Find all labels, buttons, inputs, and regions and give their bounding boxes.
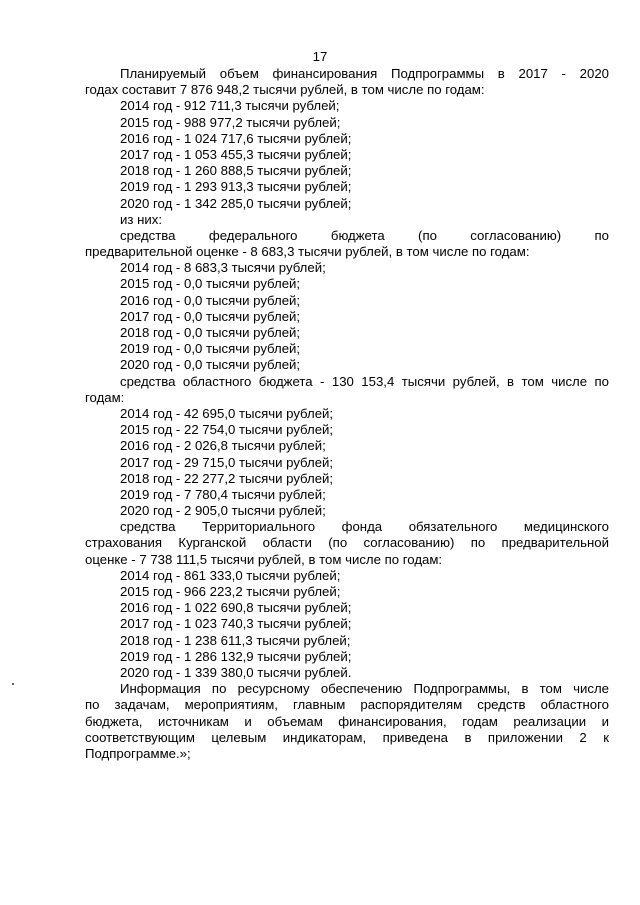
text-line: соответствующим целевым индикаторам, приведена в приложении 2 к — [85, 729, 609, 745]
text-line: бюджета, источникам и объемам финансирования, годам реализации и — [85, 713, 609, 729]
text-line: 2014 год - 42 695,0 тысячи рублей; — [120, 405, 334, 421]
text-line: 2018 год - 1 260 888,5 тысячи рублей; — [120, 163, 352, 179]
text-line: 2014 год - 912 711,3 тысячи рублей; — [120, 98, 340, 114]
text-line: 2014 год - 8 683,3 тысячи рублей; — [120, 260, 326, 276]
scan-speck — [12, 683, 14, 685]
text-line: 2019 год - 7 780,4 тысячи рублей; — [120, 486, 326, 502]
text-line: 2017 год - 0,0 тысячи рублей; — [120, 308, 301, 324]
text-line: годам: — [85, 389, 125, 405]
text-line: 2015 год - 966 223,2 тысячи рублей; — [120, 584, 341, 599]
text-line: 2016 год - 0,0 тысячи рублей; — [120, 292, 301, 308]
text-line: 2020 год - 1 339 380,0 тысячи рублей. — [120, 664, 352, 680]
text-line: предварительной оценке - 8 683,3 тысячи рублей, в том числе по годам: — [85, 244, 530, 260]
text-line: 2020 год - 1 342 285,0 тысячи рублей; — [120, 195, 352, 211]
text-line: Планируемый объем финансирования Подпрограммы в 2017 - 2020 — [120, 66, 609, 81]
text-line: 2016 год - 1 022 690,8 тысячи рублей; — [120, 600, 352, 616]
text-line: 2019 год - 1 293 913,3 тысячи рублей; — [120, 179, 352, 195]
text-line: из них: — [120, 211, 162, 227]
text-line: средства федерального бюджета (по согласованию) по — [120, 227, 609, 243]
text-line: 2018 год - 0,0 тысячи рублей; — [120, 325, 301, 340]
text-line: 2020 год - 2 905,0 тысячи рублей; — [120, 503, 326, 519]
text-line: 2017 год - 1 023 740,3 тысячи рублей; — [120, 616, 352, 632]
text-line: 2017 год - 1 053 455,3 тысячи рублей; — [120, 146, 352, 162]
text-line: средства Территориального фонда обязательного медицинского — [120, 519, 609, 535]
text-line: 2019 год - 0,0 тысячи рублей; — [120, 341, 301, 357]
document-body — [85, 66, 609, 762]
text-line: страхования Курганской области (по согласованию) по предварительной — [85, 535, 609, 551]
text-line: оценке - 7 738 111,5 тысячи рублей, в том числе по годам: — [85, 551, 443, 567]
text-line: средства областного бюджета - 130 153,4 тысячи рублей, в том числе по — [120, 373, 609, 389]
text-line: 2019 год - 1 286 132,9 тысячи рублей; — [120, 648, 352, 664]
text-line: 2017 год - 29 715,0 тысячи рублей; — [120, 454, 334, 470]
text-line: 2015 год - 22 754,0 тысячи рублей; — [120, 422, 334, 438]
text-line: 2016 год - 1 024 717,6 тысячи рублей; — [120, 130, 352, 146]
text-line: по задачам, мероприятиям, главным распорядителям средств областного — [85, 697, 609, 713]
text-line: 2018 год - 1 238 611,3 тысячи рублей; — [120, 632, 351, 648]
text-line: 2015 год - 988 977,2 тысячи рублей; — [120, 114, 341, 130]
text-line: 2020 год - 0,0 тысячи рублей; — [120, 357, 301, 373]
text-line: Информация по ресурсному обеспечению Подпрограммы, в том числе — [120, 681, 609, 697]
text-line: годах составит 7 876 948,2 тысячи рублей, в том числе по годам: — [85, 82, 485, 98]
page-number: 17 — [312, 49, 328, 64]
text-line: 2014 год - 861 333,0 тысячи рублей; — [120, 567, 341, 583]
text-line: 2016 год - 2 026,8 тысячи рублей; — [120, 438, 326, 454]
text-line: 2018 год - 22 277,2 тысячи рублей; — [120, 470, 334, 486]
text-line: Подпрограмме.»; — [85, 745, 191, 761]
text-line: 2015 год - 0,0 тысячи рублей; — [120, 276, 301, 292]
